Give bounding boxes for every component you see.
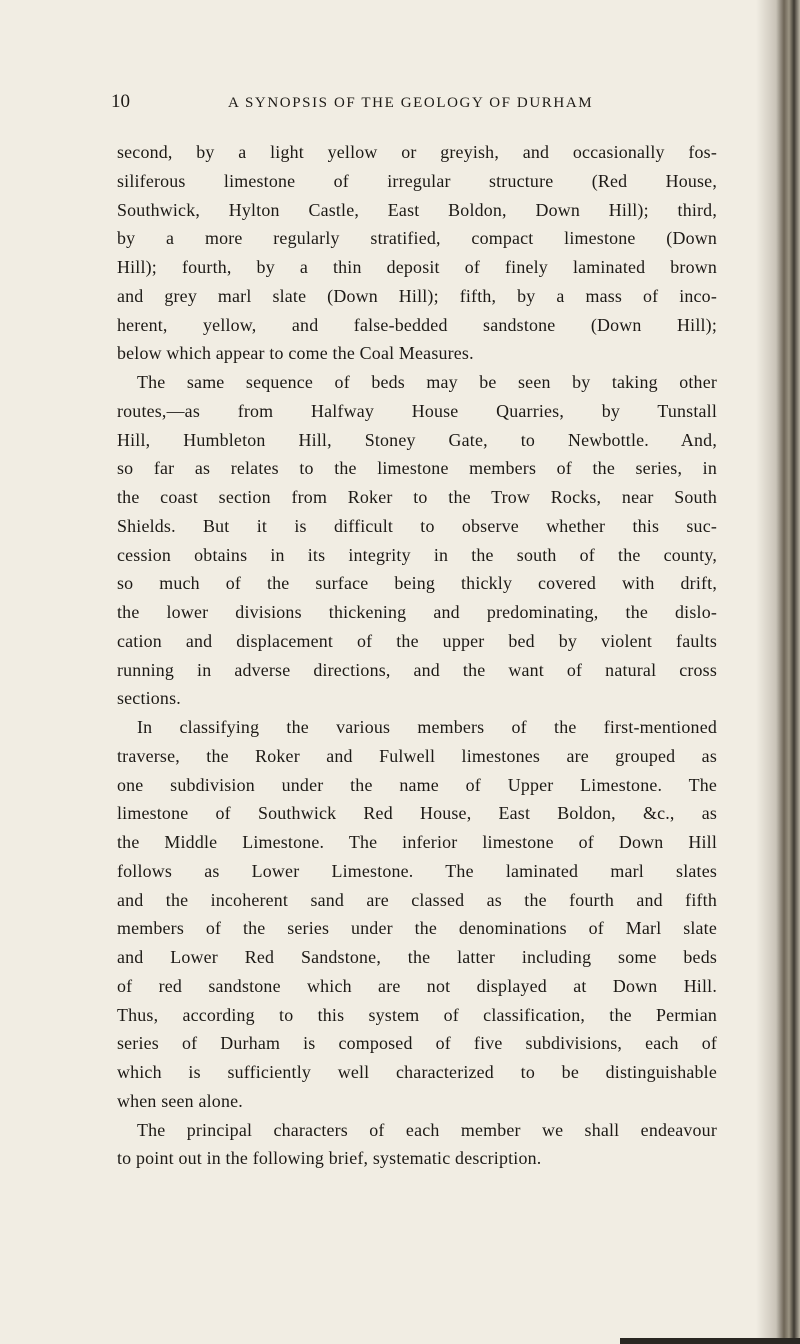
text-line: series of Durham is composed of five subdivisions, each of [117, 1033, 717, 1054]
text-line: second, by a light yellow or greyish, and occasionally fos- [117, 142, 717, 162]
text-line: Southwick, Hylton Castle, East Boldon, Down Hill); third, [117, 199, 717, 220]
text-line: of red sandstone which are not displayed at Down Hill. [117, 975, 717, 996]
text-line: siliferous limestone of irregular structure (Red House, [117, 170, 717, 191]
text-line: the coast section from Roker to the Trow Rocks, near South [117, 487, 717, 507]
text-line: In classifying the various members of the first-mentioned [137, 717, 717, 737]
text-line: The same sequence of beds may be seen by taking other [137, 372, 717, 392]
running-title: A SYNOPSIS OF THE GEOLOGY OF DURHAM [228, 95, 594, 111]
text-line: Hill); fourth, by a thin deposit of finely laminated brown [117, 257, 717, 277]
text-line: below which appear to come the Coal Measures. [117, 343, 474, 364]
text-line: so much of the surface being thickly covered with drift, [117, 573, 717, 594]
page-edge-bottom [620, 1338, 800, 1344]
text-line: cation and displacement of the upper bed by violent faults [117, 630, 717, 651]
text-line: Thus, according to this system of classification, the Permian [117, 1004, 717, 1025]
text-line: to point out in the following brief, systematic description. [117, 1148, 542, 1169]
text-line: follows as Lower Limestone. The laminated marl slates [117, 860, 717, 881]
text-line: when seen alone. [117, 1090, 243, 1111]
text-line: The principal characters of each member we shall endeavour [137, 1119, 717, 1140]
page-number: 10 [111, 91, 130, 112]
text-line: and the incoherent sand are classed as the fourth and fifth [117, 889, 717, 910]
text-line: running in adverse directions, and the want of natural cross [117, 659, 717, 680]
text-line: the lower divisions thickening and predominating, the dislo- [117, 602, 717, 622]
text-line: and grey marl slate (Down Hill); fifth, by a mass of inco- [117, 285, 717, 306]
text-line: sections. [117, 688, 181, 709]
text-line: Hill, Humbleton Hill, Stoney Gate, to Newbottle. And, [117, 429, 717, 450]
text-line: which is sufficiently well characterized to be distinguishable [117, 1062, 717, 1082]
page-edge-shadow [756, 0, 800, 1344]
text-line: herent, yellow, and false-bedded sandstone (Down Hill); [117, 314, 717, 335]
text-line: by a more regularly stratified, compact limestone (Down [117, 228, 717, 249]
text-line: traverse, the Roker and Fulwell limestones are grouped as [117, 745, 717, 766]
text-line: one subdivision under the name of Upper Limestone. The [117, 774, 717, 795]
body-text [117, 138, 717, 1173]
text-line: cession obtains in its integrity in the south of the county, [117, 544, 717, 565]
text-line: members of the series under the denominations of Marl slate [117, 918, 717, 939]
text-line: and Lower Red Sandstone, the latter including some beds [117, 947, 717, 967]
text-line: Shields. But it is difficult to observe whether this suc- [117, 515, 717, 536]
text-line: limestone of Southwick Red House, East Boldon, &c., as [117, 803, 717, 824]
text-line: routes,—as from Halfway House Quarries, by Tunstall [117, 400, 717, 421]
text-line: so far as relates to the limestone members of the series, in [117, 458, 717, 479]
text-line: the Middle Limestone. The inferior limestone of Down Hill [117, 832, 717, 852]
